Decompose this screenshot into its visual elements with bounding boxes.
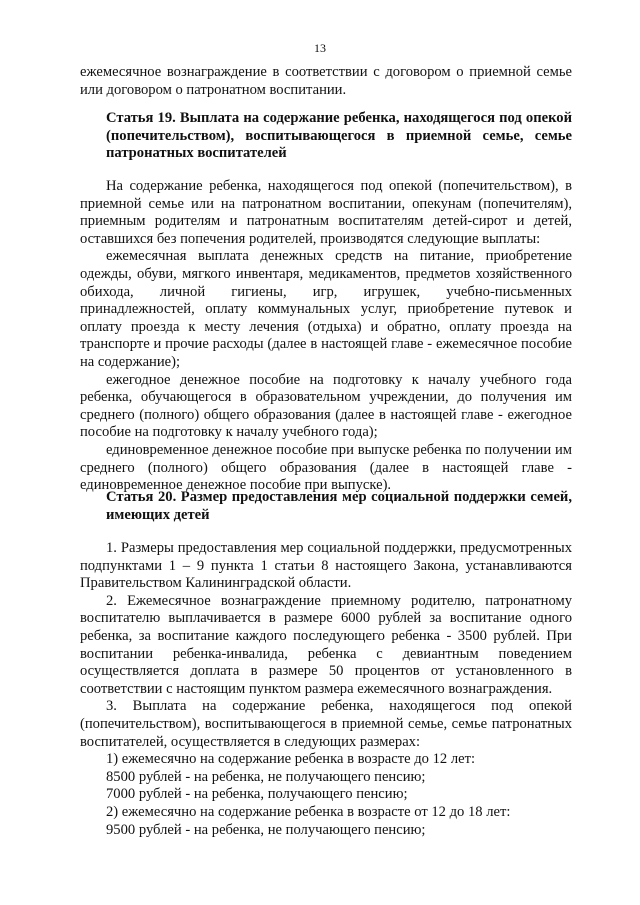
article-20-heading: [80, 489, 572, 524]
article-19-paragraph: ежемесячная выплата денежных средств на питание, приобретение одежды, обуви, мягкого инвентаря, медикаментов, предметов хозяйственного обихода, личной гигиены, игр, игрушек, учебно-письменных принадлежностей, оплату коммунальных услуг, приобретение путевок и оплату проезда к месту лечения (отдыха) и обратно, оплату проезда на транспорте и прочие расходы (далее в настоящей главе - ежемесячное пособие на содержание);: [80, 248, 572, 370]
article-20-list-item: 8500 рублей - на ребенка, не получающего пенсию;: [106, 768, 426, 785]
article-20-body: [80, 540, 572, 839]
article-20-title-line: Статья 20. Размер предоставления мер социальной поддержки семей,: [106, 489, 572, 505]
article-20-list-item: 7000 рублей - на ребенка, получающего пенсию;: [106, 786, 408, 803]
article-20-title: [80, 489, 572, 524]
article-20-list-item: 1) ежемесячно на содержание ребенка в возрасте до 12 лет:: [106, 751, 476, 768]
article-20-paragraph: 1. Размеры предоставления мер социальной поддержки, предусмотренных подпунктами 1 – 9 пункта 1 статьи 8 настоящего Закона, устанавливаются Правительством Калининградской области.: [80, 540, 572, 592]
intro-text: ежемесячное вознаграждение в соответствии с договором о приемной семье или договором о патронатном воспитании.: [80, 64, 572, 98]
article-20-title-line: имеющих детей: [106, 506, 210, 523]
article-19-title-line: (попечительством), воспитывающегося в приемной семье, семье: [106, 127, 572, 144]
article-19-title-line: Статья 19. Выплата на содержание ребенка, находящегося под опекой: [106, 110, 572, 126]
page-number: 13: [314, 41, 326, 55]
article-19-paragraph: ежегодное денежное пособие на подготовку к началу учебного года ребенка, обучающегося в образовательном учреждении, до получения им среднего (полного) общего образования (далее в настоящей главе - ежегодное пособие на подготовку к началу учебного года);: [80, 371, 572, 441]
article-19-title: [80, 110, 572, 163]
article-19-paragraph: единовременное денежное пособие при выпуске ребенка по получении им среднего (полного) общего образования (далее в настоящей главе - единовременное денежное пособие при выпуске).: [80, 441, 572, 494]
article-20-paragraph: 3. Выплата на содержание ребенка, находящегося под опекой (попечительством), воспитывающегося в приемной семье, семье патронатных воспитателей, осуществляется в следующих размерах:: [80, 698, 572, 750]
article-20-paragraph: 2. Ежемесячное вознаграждение приемному родителю, патронатному воспитателю выплачивается в размере 6000 рублей за воспитание одного ребенка, за воспитание каждого последующего ребенка - 3500 рублей. При воспитании ребенка-инвалида, ребенка с девиантным поведением осуществляется доплата в размере 50 процентов от установленного в соответствии с настоящим пунктом размера ежемесячного вознаграждения.: [80, 592, 572, 697]
article-19-heading: [80, 110, 572, 163]
article-19-paragraph: На содержание ребенка, находящегося под опекой (попечительством), в приемной семье или на патронатном воспитании, опекунам (попечителям), приемным родителям и патронатным воспитателям детей-сирот и детей, оставшихся без попечения родителей, производятся следующие выплаты:: [80, 178, 572, 247]
article-20-list-item: 2) ежемесячно на содержание ребенка в возрасте от 12 до 18 лет:: [106, 803, 511, 820]
article-19-title-line: патронатных воспитателей: [106, 145, 287, 162]
article-20-list-item: 9500 рублей - на ребенка, не получающего пенсию;: [106, 821, 426, 838]
intro-paragraph: [80, 64, 572, 99]
article-19-body: [80, 178, 572, 495]
